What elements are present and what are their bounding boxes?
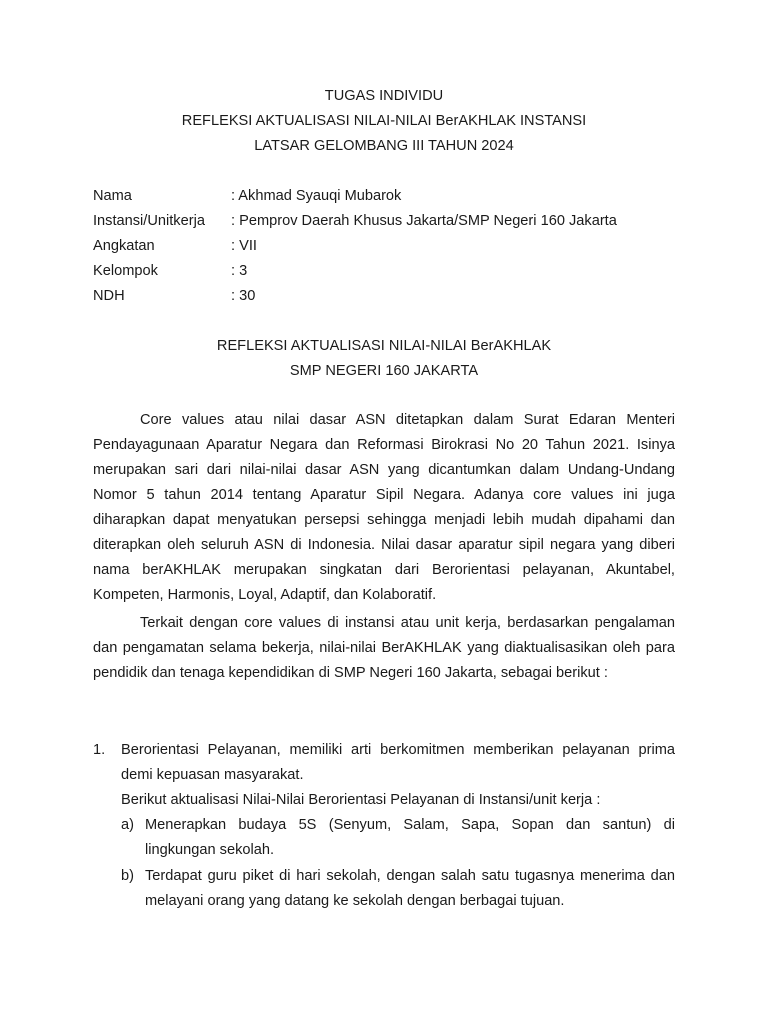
subitem-b-letter: b): [121, 868, 134, 884]
label-angkatan: Angkatan: [93, 238, 155, 254]
doc-subtitle: REFLEKSI AKTUALISASI NILAI-NILAI BerAKHLAK INSTANSI: [181, 113, 587, 129]
doc-subtitle-2: LATSAR GELOMBANG III TAHUN 2024: [254, 138, 514, 154]
value-kelompok: : 3: [231, 263, 248, 279]
value-nama: : Akhmad Syauqi Mubarok: [231, 188, 402, 204]
value-ndh: : 30: [231, 288, 256, 304]
doc-title: TUGAS INDIVIDU: [324, 88, 444, 104]
label-kelompok: Kelompok: [93, 263, 158, 279]
section-subtitle: SMP NEGERI 160 JAKARTA: [289, 363, 479, 379]
label-ndh: NDH: [93, 288, 125, 304]
list-item-number: 1.: [93, 742, 106, 758]
paragraph-core-values: Core values atau nilai dasar ASN ditetapkan dalam Surat Edaran Menteri Pendayagunaan Aparatur Negara dan Reformasi Birokrasi No 20 Tahun 2021. Isinya merupakan sari dari nilai-nilai dasar ASN yang dicantumkan dalam Undang-Undang Nomor 5 tahun 2014 tentang Aparatur Sipil Negara. Adanya core values ini juga diharapkan dapat menyatukan persepsi sehingga menjadi lebih mudah dipahami dan diterapkan oleh seluruh ASN di Indonesia. Nilai dasar aparatur sipil negara yang diberi nama berAKHLAK merupakan singkatan dari Berorientasi pelayanan, Akuntabel, Kompeten, Harmonis, Loyal, Adaptif, dan Kolaboratif.: [93, 412, 675, 603]
subitem-a-letter: a): [121, 817, 134, 833]
value-instansi: : Pemprov Daerah Khusus Jakarta/SMP Negeri 160 Jakarta: [231, 213, 617, 229]
subitem-b-text: Terdapat guru piket di hari sekolah, dengan salah satu tugasnya menerima dan melayani orang yang datang ke sekolah dengan berbagai tujuan.: [145, 868, 675, 909]
label-instansi: Instansi/Unitkerja: [93, 213, 205, 229]
subitem-a-text: Menerapkan budaya 5S (Senyum, Salam, Sapa, Sopan dan santun) di lingkungan sekolah.: [145, 817, 675, 858]
section-title: REFLEKSI AKTUALISASI NILAI-NILAI BerAKHLAK: [216, 338, 552, 354]
paragraph-terkait: Terkait dengan core values di instansi atau unit kerja, berdasarkan pengalaman dan pengamatan selama bekerja, nilai-nilai BerAKHLAK yang diaktualisasikan oleh para pendidik dan tenaga kependidikan di SMP Negeri 160 Jakarta, sebagai berikut :: [93, 615, 675, 681]
value-angkatan: : VII: [231, 238, 257, 254]
label-nama: Nama: [93, 188, 132, 204]
list-item-intro: Berikut aktualisasi Nilai-Nilai Berorientasi Pelayanan di Instansi/unit kerja :: [121, 792, 601, 808]
list-item-text: Berorientasi Pelayanan, memiliki arti berkomitmen memberikan pelayanan prima demi kepuasan masyarakat.: [121, 742, 675, 783]
